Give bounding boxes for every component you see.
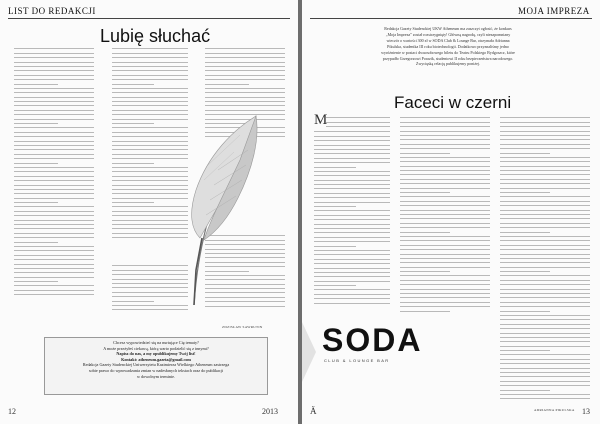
contest-announcement xyxy=(328,26,568,86)
intro-line-1: Redakcja Gazety Studenckiej UKW Atheneum ma zaszczyt ogłosić, że konkurs xyxy=(384,26,512,31)
contact-notice-box xyxy=(44,337,268,395)
drop-cap: M xyxy=(314,112,328,128)
right-article-title: Faceci w czerni xyxy=(394,93,512,112)
intro-line-2: „Moja Impreza” został rozstrzygnięty! Główną nagrodę, czyli niezapomniany xyxy=(385,31,511,37)
notice-line-2: A może przeżyłeś ciekawą, którą warto podzielić się z innymi? xyxy=(103,345,209,351)
left-page-header: LIST DO REDAKCJI xyxy=(8,6,96,16)
text-line-placeholder xyxy=(14,291,94,295)
left-article-signature: ZDZISŁAW SAWRUTIN xyxy=(222,325,263,329)
feather-quill-icon xyxy=(148,110,268,310)
contact-email[interactable]: Kontakt: atheneum.gazeta@gmail.com xyxy=(121,356,191,362)
left-text-column-1 xyxy=(14,45,94,300)
right-page xyxy=(302,0,600,424)
soda-club-logo xyxy=(322,322,462,372)
text-line-placeholder xyxy=(400,307,450,311)
left-header-rule xyxy=(8,18,290,19)
text-line-placeholder xyxy=(500,395,590,399)
right-text-column-3 xyxy=(500,114,590,404)
notice-line-7: w dowolnym terminie. xyxy=(136,373,176,379)
text-line-placeholder xyxy=(314,299,390,303)
magazine-logo-mark: Ä xyxy=(310,406,317,416)
notice-line-1: Chcesz wypowiedzieć się na nurtujące Cię tematy? xyxy=(113,340,199,345)
intro-line-7: Zwycięską relację publikujemy poniżej. xyxy=(416,61,480,67)
left-page-number: 12 xyxy=(8,407,16,416)
page-edge-shading xyxy=(302,322,322,424)
left-page-year: 2013 xyxy=(262,407,278,416)
left-page xyxy=(0,0,298,424)
notice-line-3: Napisz do nas, a my opublikujemy Twój list! xyxy=(116,351,196,357)
soda-logo-wordmark: SODA xyxy=(322,322,423,358)
notice-line-5: Redakcja Gazety Studenckiej Uniwersytetu Kazimierza Wielkiego Atheneum zastrzega xyxy=(82,362,230,368)
left-article-title: Lubię słuchać xyxy=(100,26,211,46)
right-article-author: ADRIANNA PIKULSKA xyxy=(534,408,575,412)
right-text-column-2 xyxy=(400,114,490,314)
right-header-rule xyxy=(310,18,592,19)
intro-line-4: Pikulska, studentka III roku biotechnologii. Dodatkowo przyznaliśmy jedno xyxy=(387,43,509,49)
intro-line-3: wieczór o wartości 300 zł w SODA Club & Lounge Bar, otrzymała Adrianna xyxy=(386,37,510,43)
right-page-header: MOJA IMPREZA xyxy=(518,6,590,16)
right-text-column-1a xyxy=(326,114,390,128)
intro-line-6: przypadło Grzegorzowi Porazik, studentowi II roku bezpieczeństwa narodowego. xyxy=(382,55,514,61)
intro-line-5: wyróżnienie w postaci dwuosobowego biletu do Teatru Polskiego Bydgoszcz, które xyxy=(381,49,515,55)
soda-logo-subtitle: CLUB & LOUNGE BAR xyxy=(324,358,390,363)
right-text-column-1 xyxy=(314,128,390,306)
notice-line-6: sobie prawo do wprowadzania zmian w nadesłanych tekstach oraz do publikacji xyxy=(88,367,224,373)
right-page-number: 13 xyxy=(582,407,590,416)
text-line-placeholder xyxy=(326,123,390,127)
